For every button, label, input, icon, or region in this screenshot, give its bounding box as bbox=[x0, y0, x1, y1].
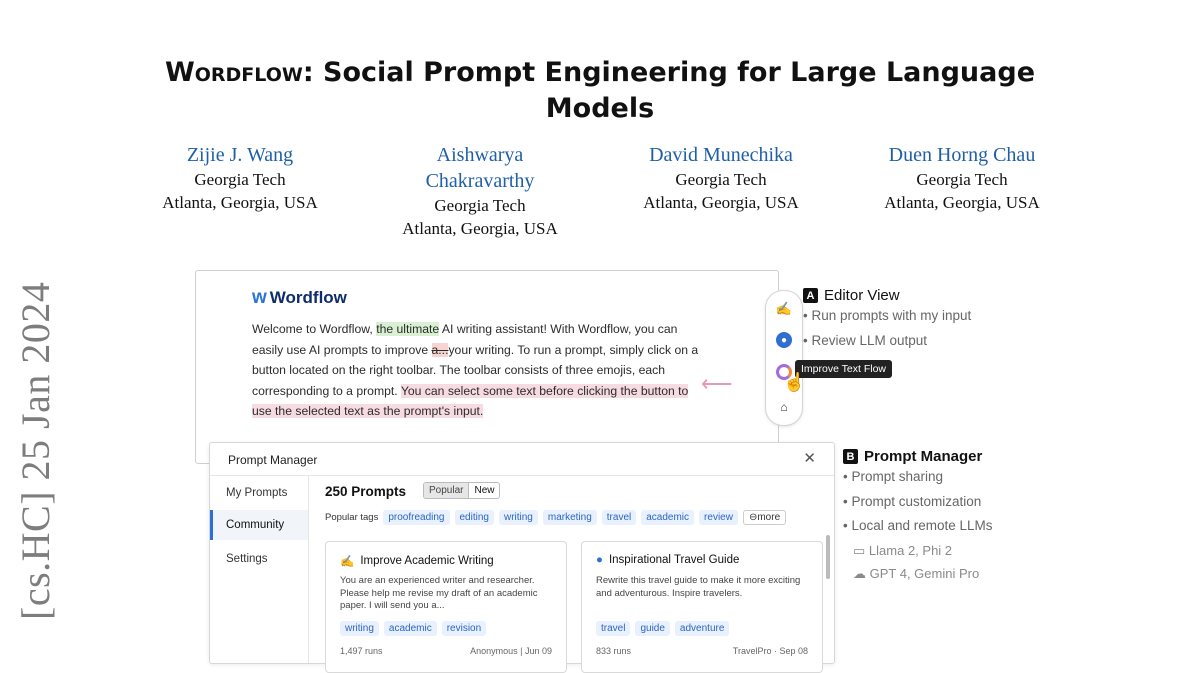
text-highlight-removed: a... bbox=[431, 342, 449, 357]
annotation-heading: Editor View bbox=[824, 287, 900, 304]
author-affiliation: Georgia Tech bbox=[916, 170, 1008, 189]
tag[interactable]: marketing bbox=[543, 510, 597, 525]
sort-toggle bbox=[423, 482, 500, 499]
annotation-item: • Prompt customization bbox=[843, 493, 982, 509]
tag[interactable]: guide bbox=[635, 621, 669, 636]
author-name-first[interactable]: Aishwarya bbox=[436, 144, 524, 166]
author-block bbox=[862, 142, 1062, 214]
wordflow-logo-icon: w bbox=[252, 287, 264, 308]
author-affiliation: Georgia Tech bbox=[434, 196, 526, 215]
card-title: Inspirational Travel Guide bbox=[608, 554, 740, 566]
more-tags-button[interactable] bbox=[743, 510, 786, 525]
annotation-editor-view bbox=[803, 287, 971, 353]
card-title: Improve Academic Writing bbox=[360, 555, 494, 567]
panel-title: Prompt Manager bbox=[228, 453, 318, 467]
text-highlight-added: the ultimate bbox=[376, 322, 440, 336]
nav-my-prompts[interactable]: My Prompts bbox=[226, 487, 288, 499]
prompt-count: 250 Prompts bbox=[325, 484, 407, 499]
tag[interactable]: writing bbox=[499, 510, 538, 525]
writing-hand-icon[interactable]: ✍ bbox=[775, 300, 793, 316]
arxiv-stamp: [cs.HC] 25 Jan 2024 bbox=[13, 281, 58, 620]
author-location: Atlanta, Georgia, USA bbox=[162, 193, 318, 212]
more-icon: ⊖ bbox=[748, 512, 758, 523]
badge-a: A bbox=[803, 288, 818, 303]
tag[interactable]: travel bbox=[602, 510, 636, 525]
run-count: 1,497 runs bbox=[340, 646, 383, 656]
divider bbox=[210, 475, 834, 476]
close-icon[interactable]: ✕ bbox=[803, 450, 816, 467]
globe-icon: ● bbox=[596, 554, 603, 566]
cloud-icon: ☁ bbox=[853, 565, 866, 581]
run-count: 833 runs bbox=[596, 646, 632, 656]
tooltip: Improve Text Flow bbox=[795, 360, 892, 378]
title-rest: : Social Prompt Engineering for Large Language bbox=[302, 57, 1036, 88]
card-tags bbox=[340, 621, 486, 636]
annotation-sub-item bbox=[843, 539, 993, 562]
author-block bbox=[621, 142, 821, 214]
tag[interactable]: proofreading bbox=[383, 510, 449, 525]
annotation-prompt-manager bbox=[843, 448, 993, 585]
writing-hand-icon: ✍ bbox=[340, 556, 355, 568]
tags-label: Popular tags bbox=[325, 512, 379, 523]
sub-item-text: Llama 2, Phi 2 bbox=[868, 542, 953, 558]
author-affiliation: Georgia Tech bbox=[194, 170, 286, 189]
app-name: Wordflow bbox=[269, 288, 347, 307]
sub-item-text: GPT 4, Gemini Pro bbox=[869, 565, 980, 581]
text-segment: AI writing assistant! With Wordflow, you can easily use AI prompts to improve bbox=[252, 322, 678, 357]
tag[interactable]: review bbox=[699, 510, 738, 525]
badge-b: B bbox=[843, 449, 858, 464]
annotation-heading: Prompt Manager bbox=[864, 448, 983, 465]
scrollbar[interactable] bbox=[826, 535, 830, 579]
author-block bbox=[140, 142, 340, 214]
laptop-icon: ▭ bbox=[853, 542, 866, 558]
annotation-item: • Local and remote LLMs bbox=[843, 518, 993, 533]
card-author: Anonymous | Jun 09 bbox=[470, 646, 552, 656]
paper-title bbox=[130, 55, 1070, 127]
prompt-manager-panel bbox=[209, 442, 835, 664]
app-logo bbox=[252, 287, 347, 309]
tag[interactable]: travel bbox=[596, 621, 630, 636]
tag[interactable]: writing bbox=[340, 621, 379, 636]
pointer-cursor-icon: ☝ bbox=[783, 372, 806, 392]
annotation-item: • Run prompts with my input bbox=[803, 308, 972, 323]
text-selection: You can select some text before clicking the button to use the selected text as the prompt's input. bbox=[252, 383, 689, 418]
divider bbox=[308, 476, 309, 663]
popular-tags-row bbox=[325, 510, 786, 525]
nav-settings[interactable]: Settings bbox=[226, 553, 268, 565]
annotation-sub-item bbox=[843, 562, 993, 585]
prompt-card[interactable] bbox=[581, 541, 823, 673]
annotation-item: • Review LLM output bbox=[803, 332, 928, 348]
author-name[interactable]: David Munechika bbox=[649, 144, 793, 166]
author-block bbox=[380, 142, 580, 240]
author-name-last[interactable]: Chakravarthy bbox=[425, 170, 535, 192]
prompt-card[interactable] bbox=[325, 541, 567, 673]
curved-arrow-icon: ⟵ bbox=[701, 371, 733, 396]
home-icon[interactable]: ⌂ bbox=[780, 400, 788, 415]
text-segment: your writing. To run a prompt, simply click on a button located on the right toolbar. The toolbar consists of three emojis, each corresponding to a prompt. bbox=[252, 342, 699, 398]
author-name[interactable]: Duen Horng Chau bbox=[888, 144, 1036, 166]
nav-community[interactable]: Community bbox=[210, 510, 308, 540]
card-description: You are an experienced writer and researcher. Please help me revise my draft of an academic paper. I will send you a... bbox=[340, 575, 538, 611]
card-description: Rewrite this travel guide to make it more exciting and adventurous. Inspire travelers. bbox=[596, 575, 801, 599]
card-tags bbox=[596, 621, 729, 636]
globe-icon[interactable]: ● bbox=[776, 332, 792, 348]
more-label: more bbox=[757, 512, 781, 523]
editor-view bbox=[195, 270, 779, 464]
annotation-item: • Prompt sharing bbox=[843, 469, 944, 484]
tag[interactable]: revision bbox=[442, 621, 486, 636]
tag[interactable]: editing bbox=[455, 510, 494, 525]
prompt-toolbar bbox=[765, 290, 806, 426]
tag[interactable]: academic bbox=[384, 621, 437, 636]
sort-popular[interactable]: Popular bbox=[424, 483, 469, 498]
tag[interactable]: academic bbox=[641, 510, 694, 525]
author-location: Atlanta, Georgia, USA bbox=[643, 193, 799, 212]
author-affiliation: Georgia Tech bbox=[675, 170, 767, 189]
author-location: Atlanta, Georgia, USA bbox=[884, 193, 1040, 212]
editor-text[interactable] bbox=[252, 319, 702, 422]
tag[interactable]: adventure bbox=[675, 621, 729, 636]
sort-new[interactable]: New bbox=[474, 485, 495, 496]
author-location: Atlanta, Georgia, USA bbox=[402, 219, 558, 238]
card-author: TravelPro · Sep 08 bbox=[732, 646, 808, 656]
text-segment: Welcome to Wordflow, bbox=[252, 322, 377, 336]
author-name[interactable]: Zijie J. Wang bbox=[186, 144, 294, 166]
title-app-name: Wordflow bbox=[164, 57, 303, 88]
title-line-2: Models bbox=[545, 93, 655, 124]
